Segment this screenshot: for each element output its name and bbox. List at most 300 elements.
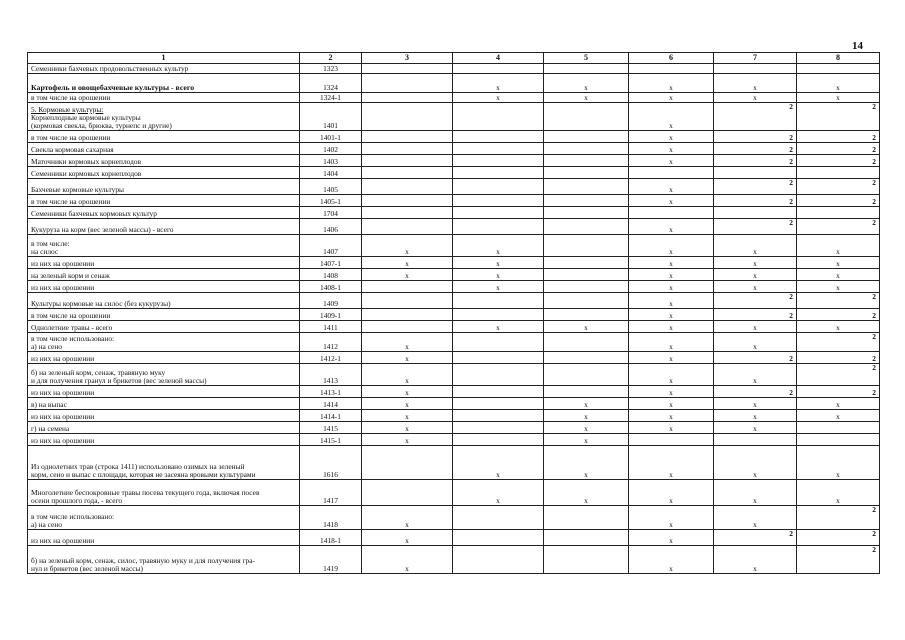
precision-digit: 2 — [789, 529, 793, 538]
excluded-mark: x — [669, 225, 673, 234]
excluded-mark: x — [405, 520, 409, 529]
precision-digit: 2 — [789, 145, 793, 154]
excluded-mark: x — [405, 424, 409, 433]
row-label — [28, 309, 300, 321]
table-row — [28, 364, 880, 386]
data-cell — [714, 131, 797, 143]
data-cell — [797, 207, 880, 219]
precision-digit: 2 — [872, 529, 876, 538]
excluded-mark: x — [496, 496, 500, 505]
data-cell — [714, 143, 797, 155]
excluded-mark: x — [753, 323, 757, 332]
row-code: 1412-1 — [300, 352, 362, 364]
data-cell — [629, 131, 714, 143]
row-code: 1405 — [300, 179, 362, 195]
row-label — [28, 93, 300, 103]
row-code: 1413-1 — [300, 386, 362, 398]
data-cell — [362, 398, 453, 410]
data-cell — [714, 333, 797, 352]
excluded-mark: x — [753, 83, 757, 92]
data-cell — [797, 103, 880, 131]
data-cell — [797, 352, 880, 364]
row-label-line: в том числе на орошении — [31, 93, 111, 102]
precision-digit: 2 — [789, 178, 793, 187]
data-cell — [544, 155, 629, 167]
row-label — [28, 143, 300, 155]
table-row — [28, 422, 880, 434]
precision-digit: 2 — [789, 388, 793, 397]
row-label-line: Картофель и овощебахчевые культуры - всего — [31, 83, 195, 92]
data-cell — [362, 386, 453, 398]
excluded-mark: x — [584, 323, 588, 332]
row-label-line: Многолетние беспокровные травы посева текущего года, включая посев — [31, 488, 260, 497]
data-cell — [629, 321, 714, 333]
data-cell — [453, 103, 544, 131]
data-cell — [362, 235, 453, 257]
data-cell — [714, 219, 797, 235]
precision-digit: 2 — [872, 545, 876, 554]
data-cell — [714, 93, 797, 103]
data-cell — [714, 179, 797, 195]
row-label — [28, 446, 300, 480]
precision-digit: 2 — [872, 363, 876, 372]
table-row — [28, 167, 880, 179]
row-label-line: Кукуруза на корм (вес зеленой массы) - всего — [31, 225, 174, 234]
data-cell — [797, 93, 880, 103]
row-code: 1323 — [300, 64, 362, 74]
data-cell — [453, 386, 544, 398]
data-cell — [797, 143, 880, 155]
data-cell — [362, 143, 453, 155]
data-cell — [714, 207, 797, 219]
column-header: 2 — [300, 53, 362, 64]
row-label-line: из них на орошении — [31, 388, 95, 397]
data-cell — [797, 281, 880, 293]
data-cell — [544, 167, 629, 179]
excluded-mark: x — [836, 283, 840, 292]
table-row — [28, 293, 880, 309]
excluded-mark: x — [405, 259, 409, 268]
precision-digit: 2 — [789, 197, 793, 206]
data-cell — [362, 422, 453, 434]
data-cell — [453, 422, 544, 434]
data-cell — [362, 74, 453, 93]
table-row — [28, 235, 880, 257]
data-cell — [453, 309, 544, 321]
row-label — [28, 269, 300, 281]
data-cell — [797, 309, 880, 321]
data-cell — [544, 309, 629, 321]
column-header: 1 — [28, 53, 300, 64]
row-label — [28, 131, 300, 143]
data-cell — [544, 131, 629, 143]
column-header-row — [28, 53, 880, 64]
data-cell — [453, 143, 544, 155]
row-label — [28, 235, 300, 257]
excluded-mark: x — [669, 311, 673, 320]
row-code: 1616 — [300, 446, 362, 480]
row-code: 1704 — [300, 207, 362, 219]
data-cell — [797, 74, 880, 93]
table-row — [28, 269, 880, 281]
row-label-line: Корнеплодные кормовые культуры — [31, 113, 141, 122]
row-label-line: в том числе на орошении — [31, 311, 111, 320]
data-cell — [544, 321, 629, 333]
data-cell — [797, 422, 880, 434]
excluded-mark: x — [753, 376, 757, 385]
row-label-line: б) на зеленый корм, сенаж, силос, травяную муку и для получения гра- — [31, 556, 255, 565]
excluded-mark: x — [836, 323, 840, 332]
data-cell — [714, 352, 797, 364]
data-cell — [797, 410, 880, 422]
data-cell — [714, 74, 797, 93]
data-cell — [362, 546, 453, 574]
precision-digit: 2 — [872, 332, 876, 341]
data-cell — [453, 179, 544, 195]
data-cell — [714, 410, 797, 422]
row-label-line: Бахчевые кормовые культуры — [31, 185, 125, 194]
row-code: 1417 — [300, 480, 362, 506]
data-cell — [544, 281, 629, 293]
excluded-mark: x — [584, 424, 588, 433]
row-label-line: Маточники кормовых корнеплодов — [31, 157, 142, 166]
excluded-mark: x — [669, 283, 673, 292]
row-label — [28, 321, 300, 333]
data-cell — [797, 364, 880, 386]
data-cell — [453, 269, 544, 281]
excluded-mark: x — [836, 470, 840, 479]
row-label-line: в том числе на орошении — [31, 197, 111, 206]
column-header: 6 — [629, 53, 714, 64]
excluded-mark: x — [669, 323, 673, 332]
data-cell — [544, 219, 629, 235]
data-cell — [797, 506, 880, 530]
excluded-mark: x — [753, 412, 757, 421]
table-row — [28, 446, 880, 480]
data-cell — [544, 434, 629, 446]
row-label-line: из них на орошении — [31, 354, 95, 363]
data-cell — [797, 64, 880, 74]
data-cell — [453, 74, 544, 93]
precision-digit: 2 — [872, 145, 876, 154]
precision-digit: 2 — [872, 157, 876, 166]
row-label — [28, 546, 300, 574]
excluded-mark: x — [405, 271, 409, 280]
data-cell — [544, 546, 629, 574]
data-cell — [797, 195, 880, 207]
data-cell — [629, 546, 714, 574]
excluded-mark: x — [405, 412, 409, 421]
data-cell — [629, 422, 714, 434]
precision-digit: 2 — [872, 197, 876, 206]
row-code: 1415-1 — [300, 434, 362, 446]
row-label-line: в том числе: — [31, 239, 70, 248]
data-cell — [629, 480, 714, 506]
row-code: 1405-1 — [300, 195, 362, 207]
data-cell — [629, 103, 714, 131]
column-header: 4 — [453, 53, 544, 64]
row-label-line: Семенники бахчевых кормовых культур — [31, 209, 157, 218]
row-label-line: из них на орошении — [31, 259, 95, 268]
data-cell — [544, 143, 629, 155]
page-number: 14 — [852, 40, 863, 52]
table-row — [28, 93, 880, 103]
form-body — [28, 53, 880, 574]
excluded-mark: x — [836, 412, 840, 421]
excluded-mark: x — [836, 259, 840, 268]
row-label — [28, 219, 300, 235]
row-label — [28, 257, 300, 269]
data-cell — [629, 257, 714, 269]
row-code: 1414 — [300, 398, 362, 410]
row-label — [28, 364, 300, 386]
row-label — [28, 207, 300, 219]
precision-digit: 2 — [872, 505, 876, 514]
row-code: 1403 — [300, 155, 362, 167]
excluded-mark: x — [669, 197, 673, 206]
data-cell — [714, 103, 797, 131]
data-cell — [797, 333, 880, 352]
table-row — [28, 207, 880, 219]
data-cell — [362, 155, 453, 167]
data-cell — [453, 398, 544, 410]
table-row — [28, 434, 880, 446]
data-cell — [714, 281, 797, 293]
data-cell — [544, 530, 629, 546]
row-label — [28, 410, 300, 422]
table-row — [28, 333, 880, 352]
precision-digit: 2 — [872, 388, 876, 397]
data-cell — [544, 293, 629, 309]
data-cell — [797, 235, 880, 257]
excluded-mark: x — [405, 354, 409, 363]
data-cell — [544, 410, 629, 422]
data-cell — [544, 93, 629, 103]
row-label — [28, 64, 300, 74]
data-cell — [453, 364, 544, 386]
data-cell — [362, 506, 453, 530]
table-row — [28, 398, 880, 410]
column-header: 5 — [544, 53, 629, 64]
excluded-mark: x — [669, 83, 673, 92]
data-cell — [544, 506, 629, 530]
excluded-mark: x — [584, 83, 588, 92]
data-cell — [544, 257, 629, 269]
data-cell — [544, 64, 629, 74]
column-header: 3 — [362, 53, 453, 64]
row-code: 1409 — [300, 293, 362, 309]
data-cell — [714, 269, 797, 281]
excluded-mark: x — [669, 185, 673, 194]
row-code: 1408-1 — [300, 281, 362, 293]
excluded-mark: x — [669, 145, 673, 154]
table-row — [28, 179, 880, 195]
table-row — [28, 321, 880, 333]
table-row — [28, 219, 880, 235]
data-cell — [544, 235, 629, 257]
table-row — [28, 352, 880, 364]
table-row — [28, 530, 880, 546]
precision-digit: 2 — [872, 354, 876, 363]
excluded-mark: x — [836, 83, 840, 92]
row-label-line: Свекла кормовая сахарная — [31, 145, 114, 154]
data-cell — [453, 530, 544, 546]
table-row — [28, 386, 880, 398]
data-cell — [362, 333, 453, 352]
excluded-mark: x — [753, 259, 757, 268]
row-label-line: в том числе на орошении — [31, 133, 111, 142]
data-cell — [362, 364, 453, 386]
excluded-mark: x — [753, 470, 757, 479]
data-cell — [362, 480, 453, 506]
data-cell — [629, 269, 714, 281]
data-cell — [797, 179, 880, 195]
data-cell — [629, 64, 714, 74]
row-label — [28, 386, 300, 398]
excluded-mark: x — [753, 564, 757, 573]
row-label — [28, 434, 300, 446]
precision-digit: 2 — [789, 354, 793, 363]
data-cell — [453, 293, 544, 309]
row-label-line: осени прошлого года, - всего — [31, 496, 123, 505]
data-cell — [453, 281, 544, 293]
data-cell — [714, 235, 797, 257]
data-cell — [629, 398, 714, 410]
excluded-mark: x — [669, 342, 673, 351]
row-code: 1407 — [300, 235, 362, 257]
row-label-line: из них на орошении — [31, 283, 95, 292]
data-cell — [629, 386, 714, 398]
data-cell — [714, 309, 797, 321]
data-cell — [453, 352, 544, 364]
data-cell — [362, 293, 453, 309]
data-cell — [797, 269, 880, 281]
excluded-mark: x — [496, 283, 500, 292]
table-row — [28, 195, 880, 207]
excluded-mark: x — [669, 247, 673, 256]
data-cell — [362, 195, 453, 207]
table-row — [28, 546, 880, 574]
data-cell — [453, 155, 544, 167]
data-cell — [362, 131, 453, 143]
excluded-mark: x — [405, 376, 409, 385]
data-cell — [629, 155, 714, 167]
row-label-line: Культуры кормовые на силос (без кукурузы) — [31, 299, 171, 308]
table-row — [28, 410, 880, 422]
excluded-mark: x — [669, 157, 673, 166]
excluded-mark: x — [753, 424, 757, 433]
data-cell — [544, 269, 629, 281]
excluded-mark: x — [405, 564, 409, 573]
data-cell — [797, 480, 880, 506]
excluded-mark: x — [584, 470, 588, 479]
data-cell — [629, 364, 714, 386]
row-label-line: и для получения гранул и брикетов (вес зеленой массы) — [31, 376, 207, 385]
data-cell — [714, 257, 797, 269]
row-label-line: а) на сено — [31, 342, 62, 351]
row-label — [28, 74, 300, 93]
row-label — [28, 195, 300, 207]
data-cell — [544, 207, 629, 219]
data-cell — [714, 506, 797, 530]
excluded-mark: x — [669, 388, 673, 397]
data-cell — [629, 167, 714, 179]
data-cell — [797, 293, 880, 309]
data-cell — [544, 103, 629, 131]
data-cell — [362, 410, 453, 422]
data-cell — [629, 530, 714, 546]
data-cell — [544, 480, 629, 506]
data-cell — [362, 269, 453, 281]
data-cell — [362, 167, 453, 179]
data-cell — [453, 446, 544, 480]
data-cell — [544, 195, 629, 207]
data-cell — [797, 321, 880, 333]
precision-digit: 2 — [789, 218, 793, 227]
excluded-mark: x — [669, 259, 673, 268]
excluded-mark: x — [405, 247, 409, 256]
data-cell — [629, 434, 714, 446]
row-label-line: б) на зеленый корм, сенаж, травяную муку — [31, 368, 166, 377]
table-row — [28, 64, 880, 74]
excluded-mark: x — [496, 259, 500, 268]
row-code: 1415 — [300, 422, 362, 434]
excluded-mark: x — [753, 271, 757, 280]
excluded-mark: x — [669, 564, 673, 573]
row-code: 1409-1 — [300, 309, 362, 321]
data-cell — [797, 434, 880, 446]
data-cell — [544, 446, 629, 480]
row-label-line: 5. Кормовые культуры: — [31, 105, 104, 114]
form-table — [27, 52, 880, 574]
excluded-mark: x — [669, 93, 673, 102]
data-cell — [629, 207, 714, 219]
excluded-mark: x — [584, 496, 588, 505]
excluded-mark: x — [836, 271, 840, 280]
data-cell — [453, 434, 544, 446]
table-row — [28, 74, 880, 93]
data-cell — [797, 398, 880, 410]
excluded-mark: x — [669, 271, 673, 280]
excluded-mark: x — [836, 247, 840, 256]
data-cell — [629, 93, 714, 103]
row-label-line: в том числе использовано: — [31, 512, 115, 521]
excluded-mark: x — [405, 388, 409, 397]
data-cell — [714, 364, 797, 386]
excluded-mark: x — [753, 93, 757, 102]
row-label-line: в том числе использовано: — [31, 334, 115, 343]
excluded-mark: x — [405, 400, 409, 409]
row-code: 1404 — [300, 167, 362, 179]
excluded-mark: x — [405, 436, 409, 445]
data-cell — [453, 480, 544, 506]
data-cell — [453, 167, 544, 179]
precision-digit: 2 — [789, 292, 793, 301]
excluded-mark: x — [584, 436, 588, 445]
data-cell — [362, 321, 453, 333]
data-cell — [453, 131, 544, 143]
data-cell — [453, 219, 544, 235]
data-cell — [629, 143, 714, 155]
data-cell — [453, 207, 544, 219]
data-cell — [714, 480, 797, 506]
excluded-mark: x — [496, 271, 500, 280]
table-row — [28, 281, 880, 293]
table-row — [28, 257, 880, 269]
data-cell — [629, 219, 714, 235]
row-label — [28, 506, 300, 530]
data-cell — [453, 321, 544, 333]
